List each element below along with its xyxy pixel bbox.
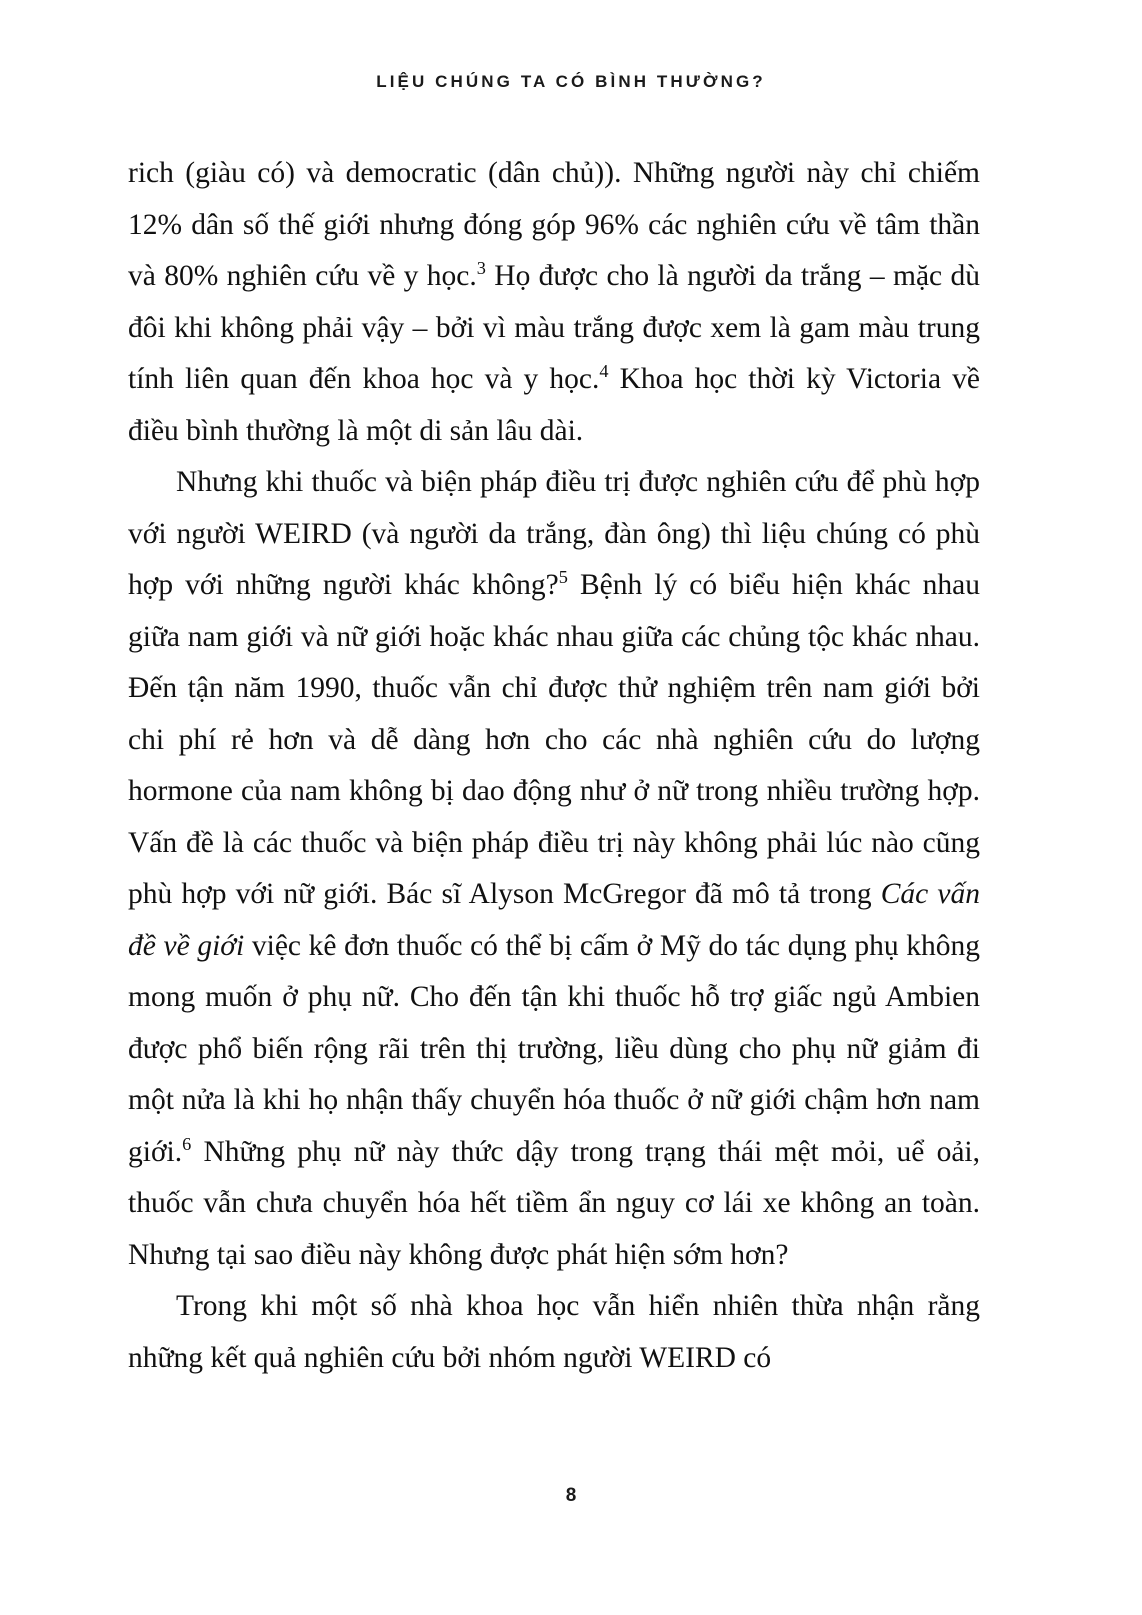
footnote-marker[interactable]: 6 — [182, 1133, 192, 1154]
paragraph — [128, 457, 980, 1281]
footnote-marker[interactable]: 4 — [599, 361, 609, 382]
text-run: Bệnh lý có biểu hiện khác nhau giữa nam giới và nữ giới hoặc khác nhau giữa các chủng tộc khác nhau. Đến tận năm 1990, thuốc vẫn chỉ được thử nghiệm trên nam giới bởi chi phí rẻ hơn và dễ dàng hơn cho các nhà nghiên cứu do lượng hormone của nam không bị dao động như ở nữ trong nhiều trường hợp. Vấn đề là các thuốc và biện pháp điều trị này không phải lúc nào cũng phù hợp với nữ giới. Bác sĩ Alyson McGregor đã mô tả trong — [128, 569, 981, 910]
page-body — [128, 148, 980, 1384]
text-run: Trong khi một số nhà khoa học vẫn hiển nhiên thừa nhận rằng những kết quả nghiên cứu bởi nhóm người WEIRD có — [128, 1290, 980, 1374]
text-run: Khoa học thời kỳ Victoria về điều bình thường là một di sản lâu dài. — [128, 363, 980, 447]
footnote-marker[interactable]: 3 — [476, 258, 486, 279]
page-number: 8 — [565, 1485, 577, 1506]
text-run: việc kê đơn thuốc có thể bị cấm ở Mỹ do tác dụng phụ không mong muốn ở phụ nữ. Cho đến tận khi thuốc hỗ trợ giấc ngủ Ambien được phổ biến rộng rãi trên thị trường, liều dùng cho phụ nữ giảm đi một nửa là khi họ nhận thấy chuyển hóa thuốc ở nữ giới chậm hơn nam giới. — [128, 929, 980, 1168]
running-head: LIỆU CHÚNG TA CÓ BÌNH THƯỜNG? — [376, 72, 766, 91]
text-run: rich (giàu có) và democratic (dân chủ)). Những người này chỉ chiếm 12% dân số thế giới nhưng đóng góp 96% các nghiên cứu về tâm thần và 80% nghiên cứu về y học. — [128, 157, 980, 292]
text-run: Những phụ nữ này thức dậy trong trạng thái mệt mỏi, uể oải, thuốc vẫn chưa chuyển hóa hết tiềm ẩn nguy cơ lái xe không an toàn. Nhưng tại sao điều này không được phát hiện sớm hơn? — [128, 1135, 980, 1271]
text-run: Họ được cho là người da trắng – mặc dù đôi khi không phải vậy – bởi vì màu trắng được xem là gam màu trung tính liên quan đến khoa học và y học. — [128, 260, 980, 395]
book-title-italic: Các vấn đề về giới — [128, 878, 980, 962]
paragraph — [128, 1281, 980, 1384]
text-run: Nhưng khi thuốc và biện pháp điều trị được nghiên cứu để phù hợp với người WEIRD (và người da trắng, đàn ông) thì liệu chúng có phù hợp với những người khác không? — [128, 466, 980, 601]
paragraph — [128, 148, 980, 457]
footnote-marker[interactable]: 5 — [558, 567, 568, 588]
